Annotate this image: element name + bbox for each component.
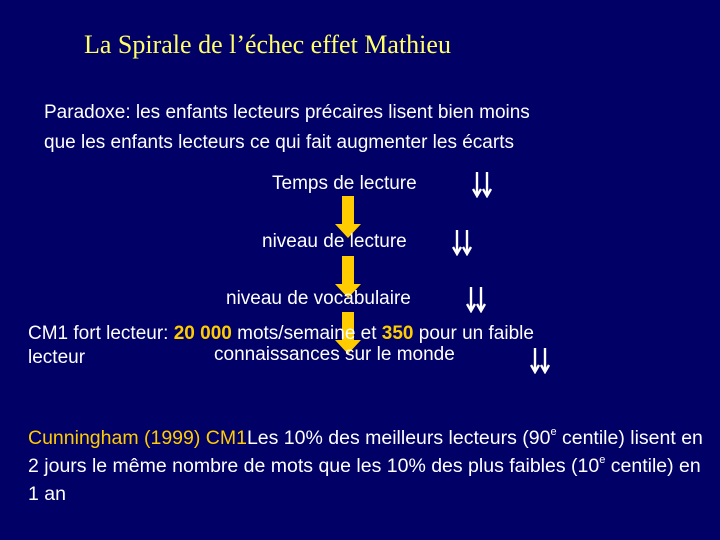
cunningham-paragraph — [28, 424, 708, 508]
paradoxe-line-2: que les enfants lecteurs ce qui fait augmenter les écarts — [44, 132, 514, 153]
superscript-e: e — [599, 454, 606, 466]
double-down-arrow-icon — [472, 172, 494, 198]
paradoxe-line-1: Paradoxe: les enfants lecteurs précaires lisent bien moins — [44, 102, 530, 123]
step-connaissances-monde: connaissances sur le monde — [214, 344, 455, 365]
cunningham-reference: Cunningham (1999) CM1 — [28, 427, 247, 449]
cm1-number-strong: 20 000 — [173, 323, 232, 344]
cm1-prefix: CM1 fort lecteur: — [28, 323, 174, 344]
step-niveau-de-vocabulaire: niveau de vocabulaire — [226, 288, 411, 309]
double-down-arrow-icon — [530, 348, 552, 374]
step-temps-de-lecture: Temps de lecture — [272, 173, 417, 194]
slide-title: La Spirale de l’échec effet Mathieu — [84, 30, 451, 59]
cunningham-text-1: Les 10% des meilleurs lecteurs (90 — [246, 427, 551, 449]
cm1-middle: mots/semaine et — [231, 323, 382, 344]
double-down-arrow-icon — [452, 230, 474, 256]
cm1-suffix: pour un faible — [413, 323, 534, 344]
cunningham-text-2: centile) lisent en 2 jours le même nombre de mots que les 10% des plus faibles (10 — [28, 427, 703, 477]
double-down-arrow-icon — [466, 287, 488, 313]
cm1-number-weak: 350 — [381, 323, 414, 344]
superscript-e: e — [550, 426, 557, 438]
step-niveau-de-lecture: niveau de lecture — [262, 231, 407, 252]
paradoxe-text — [44, 98, 684, 158]
cm1-line-2: lecteur — [28, 347, 86, 368]
cunningham-text-3: centile) en 1 an — [28, 455, 701, 505]
cm1-line-1 — [28, 322, 688, 346]
